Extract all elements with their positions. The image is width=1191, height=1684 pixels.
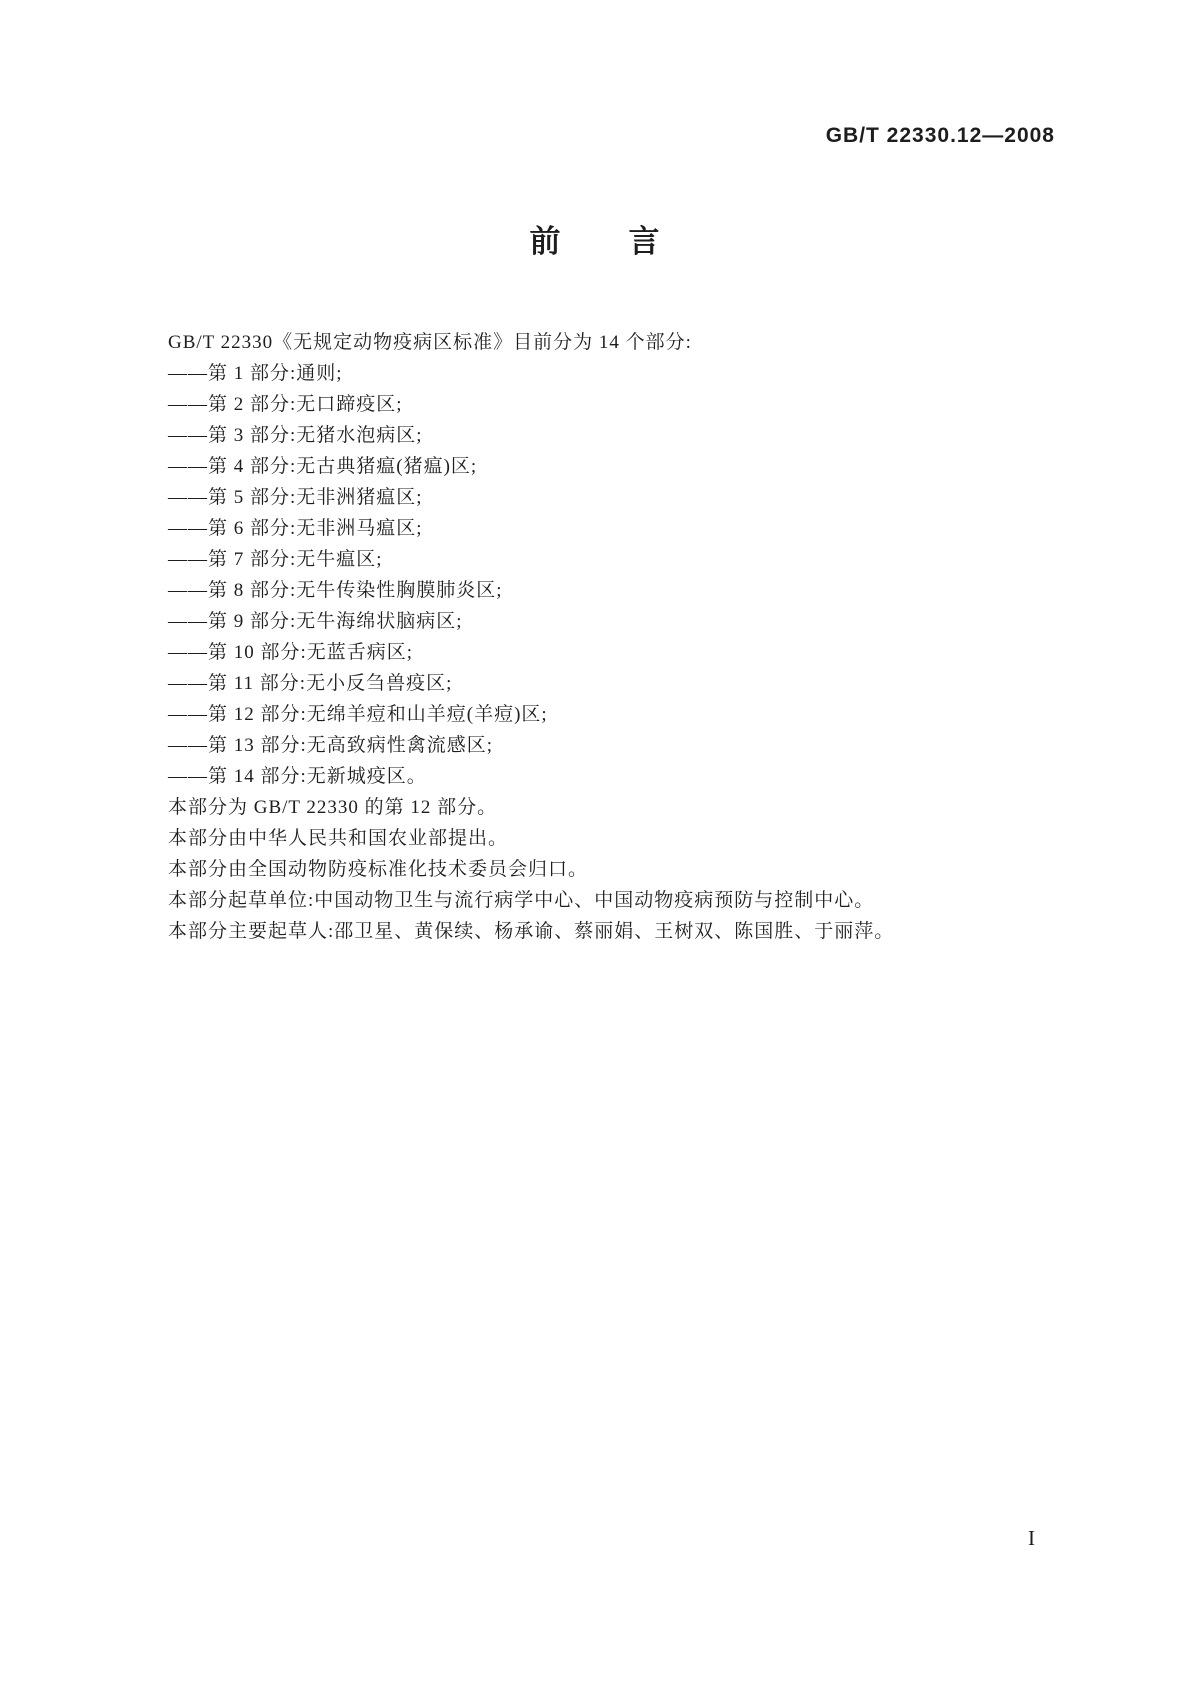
page-title: 前 言 [529,224,662,259]
foreword-note-line: 本部分由全国动物防疫标准化技术委员会归口。 [168,859,589,880]
foreword-note-line: 本部分为 GB/T 22330 的第 12 部分。 [168,797,498,818]
foreword-part-line: ——第 10 部分:无蓝舌病区; [168,642,414,663]
foreword-part-line: ——第 2 部分:无口蹄疫区; [168,394,403,415]
foreword-body [130,327,1055,947]
foreword-part-line: ——第 8 部分:无牛传染性胸膜肺炎区; [168,580,503,601]
foreword-note-line: 本部分起草单位:中国动物卫生与流行病学中心、中国动物疫病预防与控制中心。 [168,890,875,911]
foreword-note-line: 本部分由中华人民共和国农业部提出。 [168,828,509,849]
page-number: I [1028,1526,1035,1550]
foreword-part-line: ——第 3 部分:无猪水泡病区; [168,425,423,446]
foreword-part-line: ——第 1 部分:通则; [168,363,343,384]
foreword-part-line: ——第 12 部分:无绵羊痘和山羊痘(羊痘)区; [168,704,548,725]
foreword-part-line: ——第 11 部分:无小反刍兽疫区; [168,673,453,694]
foreword-note-line: 本部分主要起草人:邵卫星、黄保续、杨承谕、蔡丽娟、王树双、陈国胜、于丽萍。 [168,921,895,942]
foreword-part-line: ——第 13 部分:无高致病性禽流感区; [168,735,494,756]
foreword-part-line: ——第 6 部分:无非洲马瘟区; [168,518,423,539]
standard-number-header: GB/T 22330.12—2008 [825,124,1055,147]
foreword-intro-line: GB/T 22330《无规定动物疫病区标准》目前分为 14 个部分: [168,332,692,353]
foreword-part-line: ——第 4 部分:无古典猪瘟(猪瘟)区; [168,456,478,477]
foreword-part-line: ——第 7 部分:无牛瘟区; [168,549,383,570]
foreword-part-line: ——第 5 部分:无非洲猪瘟区; [168,487,423,508]
foreword-part-line: ——第 14 部分:无新城疫区。 [168,766,427,787]
foreword-part-line: ——第 9 部分:无牛海绵状脑病区; [168,611,463,632]
